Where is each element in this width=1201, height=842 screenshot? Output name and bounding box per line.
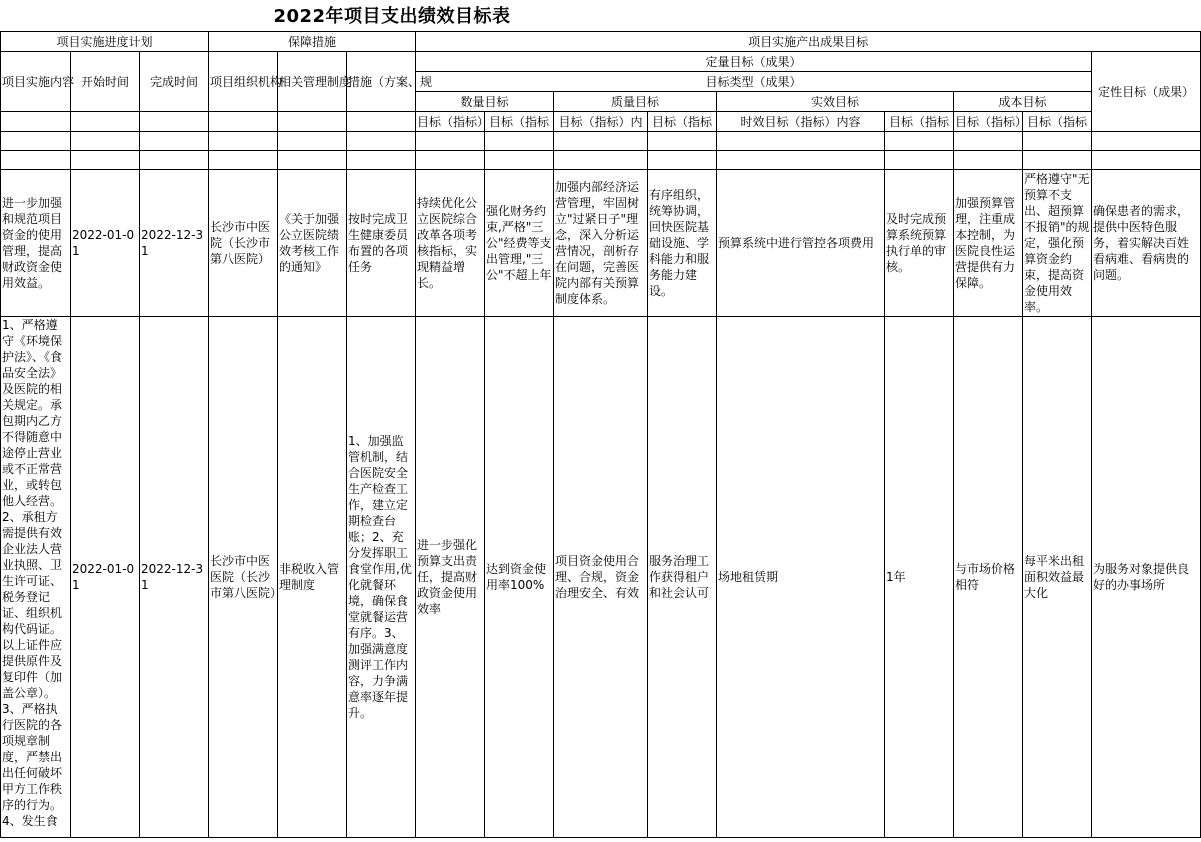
cell-effect-1: 场地租赁期	[717, 317, 885, 838]
cell-quantity-1: 进一步强化预算支出责任，提高财政资金使用效率	[416, 317, 485, 838]
blank-row	[1, 151, 1201, 170]
header-empty	[347, 112, 416, 132]
cell-cost-2: 严格遵守"无预算不支出、超预算不报销"的规定，强化预算资金约束，提高资金使用效率。	[1023, 170, 1092, 317]
header-quantity-indicator-2: 目标（指标	[485, 112, 554, 132]
cell-start: 2022-01-01	[71, 170, 140, 317]
cell-qualitative: 为服务对象提供良好的办事场所	[1092, 317, 1201, 838]
header-cost-indicator-1: 目标（指标）	[954, 112, 1023, 132]
header-empty	[278, 112, 347, 132]
performance-target-table	[0, 31, 1201, 838]
header-quantity-indicator-1: 目标（指标）	[416, 112, 485, 132]
cell-cost-1: 与市场价格相符	[954, 317, 1023, 838]
cell-content: 进一步加强和规范项目资金的使用管理，提高财政资金使用效益。	[1, 170, 71, 317]
blank-row	[1, 132, 1201, 151]
header-cost-indicator-2: 目标（指标	[1023, 112, 1092, 132]
cell-quantity-2: 达到资金使用率100%	[485, 317, 554, 838]
cell-system: 非税收入管理制度	[278, 317, 347, 838]
header-end: 完成时间	[140, 52, 209, 112]
header-target-type: 目标类型（成果）	[416, 72, 1092, 92]
header-system: 相关管理制度	[278, 52, 347, 112]
cell-effect-1: 预算系统中进行管控各项费用	[717, 170, 885, 317]
header-safeguard: 保障措施	[209, 32, 416, 52]
cell-cost-1: 加强预算管理，注重成本控制，为医院良性运营提供有力保障。	[954, 170, 1023, 317]
cell-quality-1: 项目资金使用合理、合规，资金治理安全、有效	[554, 317, 648, 838]
cell-org: 长沙市中医医院（长沙市第八医院）	[209, 317, 278, 838]
header-org: 项目组织机构	[209, 52, 278, 112]
header-quality-indicator-2: 目标（指标	[648, 112, 717, 132]
header-content: 项目实施内容	[1, 52, 71, 112]
sheet-title: 2022年项目支出绩效目标表	[273, 6, 511, 27]
cell-qualitative: 确保患者的需求，提供中医特色服务，着实解决百姓看病难、看病贵的问题。	[1092, 170, 1201, 317]
header-measures: 措施（方案、规	[347, 52, 416, 112]
header-outcome: 项目实施产出成果目标	[416, 32, 1201, 52]
cell-cost-2: 每平米出租面积效益最大化	[1023, 317, 1092, 838]
cell-end: 2022-12-31	[140, 170, 209, 317]
header-quality: 质量目标	[554, 92, 717, 112]
cell-quality-2: 服务治理工作获得租户和社会认可	[648, 317, 717, 838]
cell-quality-2: 有序组织，统筹协调，回快医院基础设施、学科能力和服务能力建设。	[648, 170, 717, 317]
cell-system: 《关于加强公立医院绩效考核工作的通知》	[278, 170, 347, 317]
header-start: 开始时间	[71, 52, 140, 112]
header-qual-target: 定性目标（成果）	[1092, 52, 1201, 132]
cell-quantity-2: 强化财务约束,严格"三公"经费等支出管理,"三公"不超上年	[485, 170, 554, 317]
cell-start: 2022-01-01	[71, 317, 140, 838]
cell-measures: 按时完成卫生健康委员布置的各项任务	[347, 170, 416, 317]
header-effect-indicator-2: 目标（指标	[885, 112, 954, 132]
cell-quantity-1: 持续优化公立医院综合改革各项考核指标，实现精益增长。	[416, 170, 485, 317]
header-empty	[71, 112, 140, 132]
header-effect-indicator-1: 时效目标（指标）内容	[717, 112, 885, 132]
header-effect: 实效目标	[717, 92, 954, 112]
cell-effect-2: 及时完成预算系统预算执行单的审核。	[885, 170, 954, 317]
header-empty	[140, 112, 209, 132]
header-quant-target: 定量目标（成果）	[416, 52, 1092, 72]
header-empty	[209, 112, 278, 132]
cell-measures: 1、加强监管机制，结合医院安全生产检查工作，建立定期检查台账；2、充分发挥职工食堂作用,优化就餐环境，确保食堂就餐运营有序。3、加强满意度测评工作内容，力争满意率逐年提升。	[347, 317, 416, 838]
table-row	[1, 317, 1201, 838]
header-empty	[1, 112, 71, 132]
cell-quality-1: 加强内部经济运营管理，牢固树立"过紧日子"理念，深入分析运营情况，剖析存在问题，完善医院内部有关预算制度体系。	[554, 170, 648, 317]
table-row	[1, 170, 1201, 317]
cell-org: 长沙市中医院（长沙市第八医院）	[209, 170, 278, 317]
header-progress-plan: 项目实施进度计划	[1, 32, 209, 52]
header-cost: 成本目标	[954, 92, 1092, 112]
header-quality-indicator-1: 目标（指标）内	[554, 112, 648, 132]
cell-content: 1、严格遵守《环境保护法》、《食品安全法》及医院的相关规定。承包期内乙方不得随意中途停止营业或不正常营业，或转包他人经营。2、承租方需提供有效企业法人营业执照、卫生许可证、税务登记证、组织机构代码证。以上证件应提供原件及复印件（加盖公章）。3、严格执行医院的各项规章制度，严禁出出任何破坏甲方工作秩序的行为。4、发生食	[1, 317, 71, 838]
header-quantity: 数量目标	[416, 92, 554, 112]
cell-end: 2022-12-31	[140, 317, 209, 838]
cell-effect-2: 1年	[885, 317, 954, 838]
